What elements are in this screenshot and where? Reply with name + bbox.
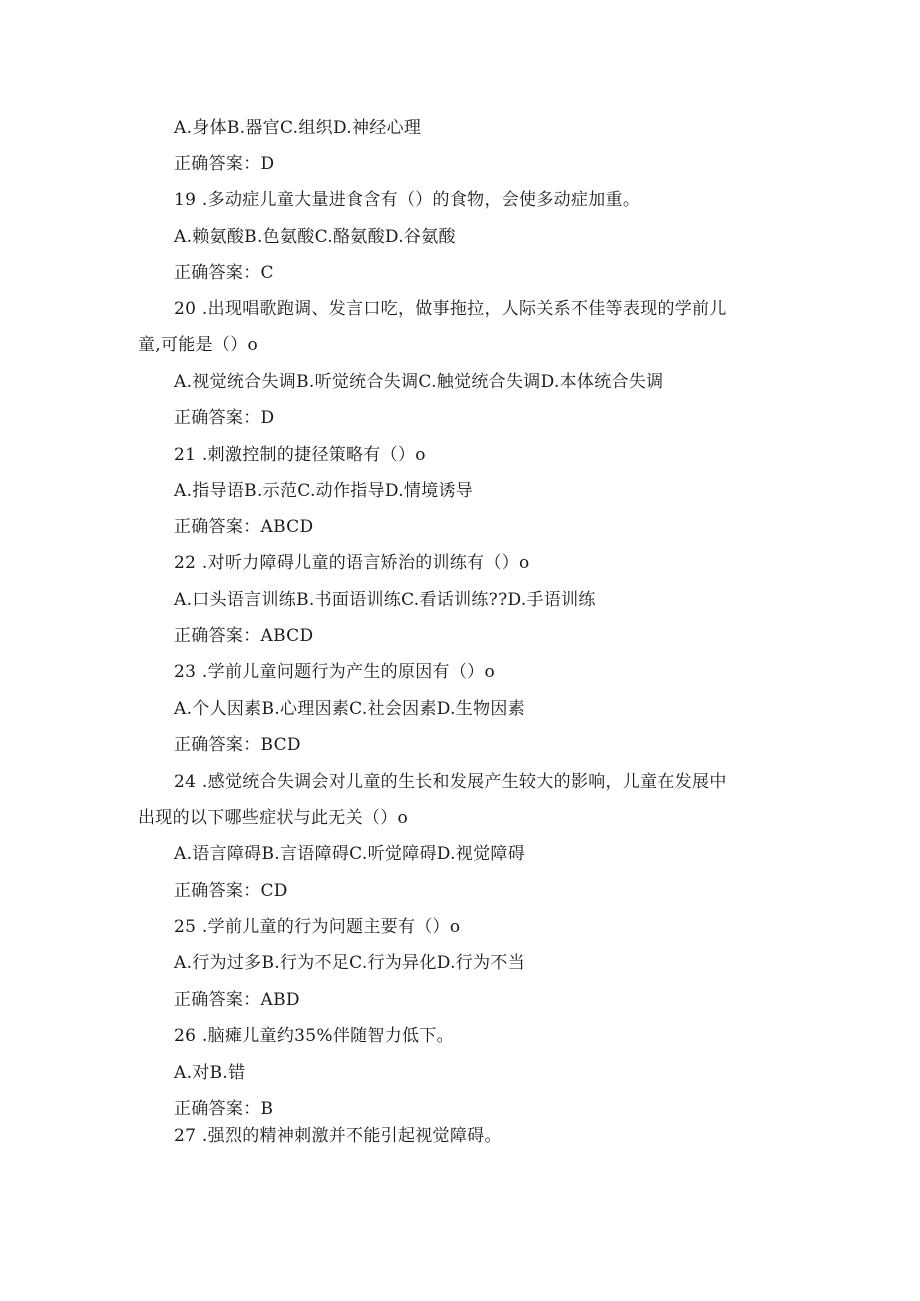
options-line: A.身体B.器官C.组织D.神经心理 <box>174 118 422 138</box>
question-22: 22 .对听力障碍儿童的语言矫治的训练有（）o <box>174 553 530 573</box>
answer-line: 正确答案：ABCD <box>174 626 314 646</box>
answer-line: 正确答案：ABD <box>174 990 300 1010</box>
options-line: A.行为过多B.行为不足C.行为异化D.行为不当 <box>174 953 526 973</box>
answer-line: 正确答案：B <box>174 1099 274 1119</box>
options-line: A.指导语B.示范C.动作指导D.情境诱导 <box>174 481 474 501</box>
answer-line: 正确答案：D <box>174 154 275 174</box>
question-21: 21 .刺激控制的捷径策略有（）o <box>174 445 426 465</box>
options-line: A.视觉统合失调B.听觉统合失调C.触觉统合失调D.本体统合失调 <box>174 372 664 392</box>
question-24: 24 .感觉统合失调会对儿童的生长和发展产生较大的影响，儿童在发展中 <box>174 772 727 792</box>
options-line: A.个人因素B.心理因素C.社会因素D.生物因素 <box>174 699 526 719</box>
question-20: 20 .出现唱歌跑调、发言口吃，做事拖拉，人际关系不佳等表现的学前儿 <box>174 299 727 319</box>
options-line: A.语言障碍B.言语障碍C.听觉障碍D.视觉障碍 <box>174 844 526 864</box>
question-19: 19 .多动症儿童大量进食含有（）的食物，会使多动症加重。 <box>174 190 641 210</box>
question-20-continued: 童,可能是（）o <box>138 335 259 355</box>
question-26: 26 .脑瘫儿童约35%伴随智力低下。 <box>174 1026 454 1046</box>
answer-line: 正确答案：CD <box>174 881 288 901</box>
question-23: 23 .学前儿童问题行为产生的原因有（）o <box>174 662 495 682</box>
options-line: A.对B.错 <box>174 1063 246 1083</box>
answer-line: 正确答案：D <box>174 408 275 428</box>
question-25: 25 .学前儿童的行为问题主要有（）o <box>174 917 461 937</box>
answer-line: 正确答案：ABCD <box>174 517 314 537</box>
answer-line: 正确答案：C <box>174 263 274 283</box>
question-27: 27 .强烈的精神刺激并不能引起视觉障碍。 <box>174 1126 502 1146</box>
answer-line: 正确答案：BCD <box>174 735 301 755</box>
options-line: A.赖氨酸B.色氨酸C.酪氨酸D.谷氨酸 <box>174 227 456 247</box>
options-line: A.口头语言训练B.书面语训练C.看话训练??D.手语训练 <box>174 590 596 610</box>
question-24-continued: 出现的以下哪些症状与此无关（）o <box>138 808 409 828</box>
